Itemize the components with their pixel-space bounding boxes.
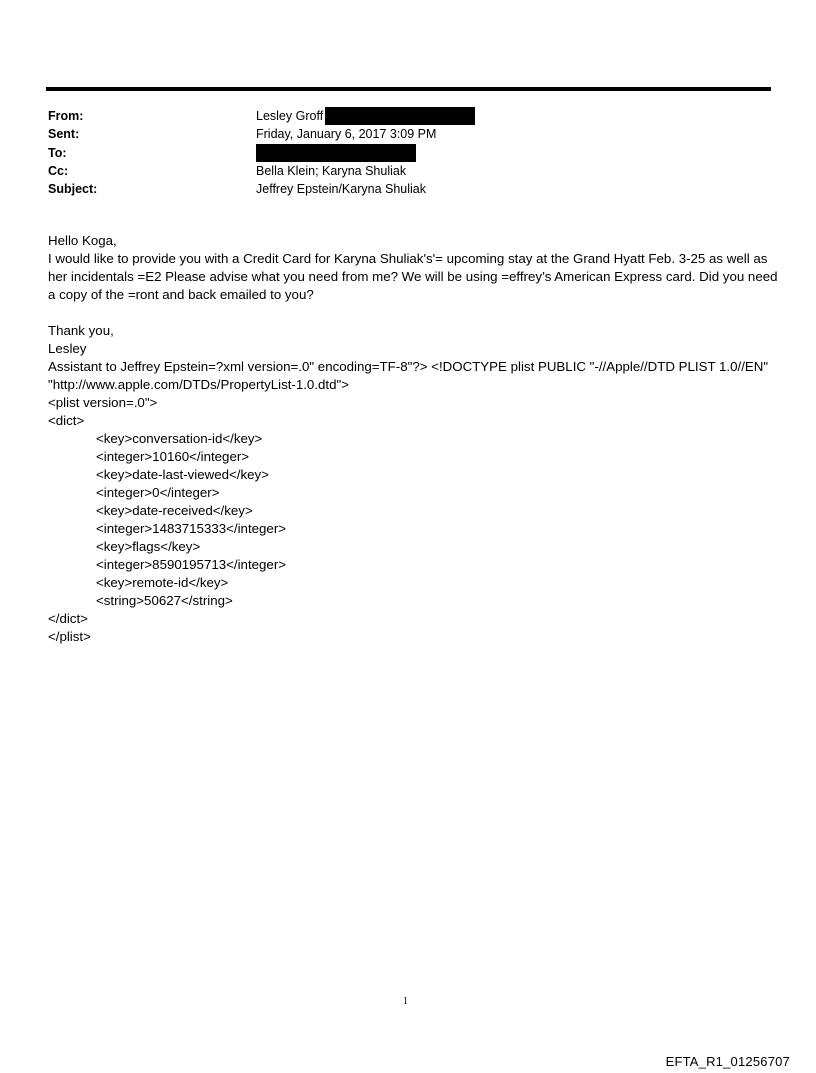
bates-number: EFTA_R1_01256707	[665, 1054, 790, 1069]
body-paragraph: I would like to provide you with a Credit Card for Karyna Shuliak's'= upcoming stay at the Grand Hyatt Feb. 3-25 as well as her incidentals =E2 Please advise what you need from me? We will be using =effrey’s American Express card. Did you need a copy of the =ront and back emailed to you?	[48, 251, 778, 302]
sent-label: Sent:	[48, 127, 80, 141]
plist-line: <key>remote-id</key>	[96, 575, 229, 590]
plist-line: <string>50627</string>	[96, 593, 233, 608]
dict-open: <dict>	[48, 413, 85, 428]
cc-label: Cc:	[48, 164, 69, 178]
cc-value: Bella Klein; Karyna Shuliak	[256, 164, 407, 178]
plist-line: <key>flags</key>	[96, 539, 201, 554]
closing: Thank you,	[48, 323, 114, 338]
plist-line: <integer>8590195713</integer>	[96, 557, 287, 572]
plist-line: <integer>0</integer>	[96, 485, 220, 500]
plist-line: <integer>10160</integer>	[96, 449, 250, 464]
plist-line: <integer>1483715333</integer>	[96, 521, 287, 536]
dict-close: </dict>	[48, 611, 88, 626]
redaction-box	[325, 107, 475, 125]
sender-name: Lesley	[48, 341, 87, 356]
subject-label: Subject:	[48, 182, 98, 196]
email-body	[48, 232, 778, 646]
redaction-box	[256, 144, 416, 162]
from-value: Lesley Groff	[256, 109, 324, 123]
from-label: From:	[48, 109, 84, 123]
greeting: Hello Koga,	[48, 233, 117, 248]
plist-close: </plist>	[48, 629, 91, 644]
sent-value: Friday, January 6, 2017 3:09 PM	[256, 127, 437, 141]
to-label: To:	[48, 146, 67, 160]
page-number: 1	[403, 996, 408, 1007]
header-rule	[46, 87, 771, 91]
plist-line: <key>date-last-viewed</key>	[96, 467, 269, 482]
plist-line: <key>conversation-id</key>	[96, 431, 263, 446]
signature-line: Assistant to Jeffrey Epstein=?xml version=.0" encoding=TF-8"?> <!DOCTYPE plist PUBLIC "-//Apple//DTD PLIST 1.0//EN" "http://www.apple.com/DTDs/PropertyList-1.0.dtd">	[48, 359, 769, 392]
plist-line: <key>date-received</key>	[96, 503, 253, 518]
subject-value: Jeffrey Epstein/Karyna Shuliak	[256, 182, 427, 196]
plist-open: <plist version=.0">	[48, 395, 158, 410]
